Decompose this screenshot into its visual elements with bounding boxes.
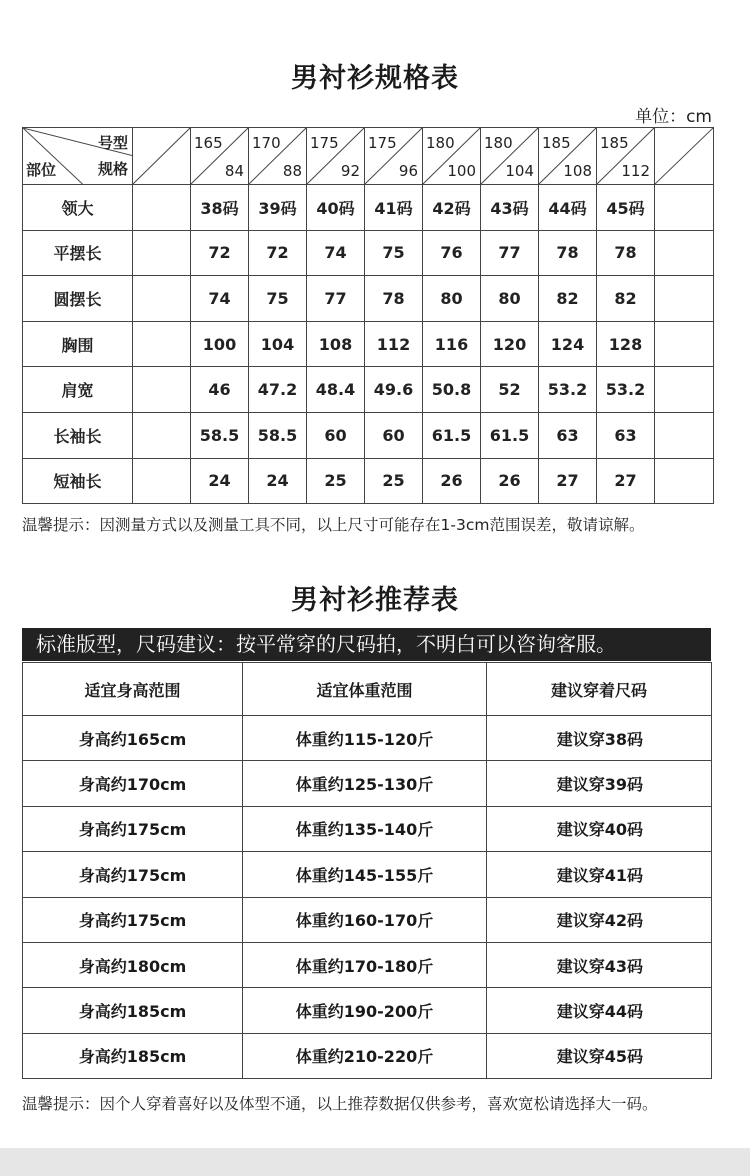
- size-header-cell: [481, 128, 539, 185]
- spec-cell: 116: [423, 321, 481, 367]
- size-height: 180: [426, 134, 455, 152]
- spec-cell: 82: [539, 276, 597, 322]
- spec-cell: 39码: [249, 185, 307, 231]
- recommend-table: [22, 662, 712, 1079]
- spec-cell: 47.2: [249, 367, 307, 413]
- spec-cell: 27: [539, 458, 597, 504]
- spec-row: [23, 367, 714, 413]
- size-chest: 112: [621, 162, 650, 180]
- spec-cell: 61.5: [423, 412, 481, 458]
- spec-cell: 25: [365, 458, 423, 504]
- size-chest: 104: [505, 162, 534, 180]
- row-label: 领大: [23, 185, 133, 231]
- corner-label-spec: 规格: [97, 160, 128, 178]
- size-header-cell: [597, 128, 655, 185]
- spec-row: [23, 412, 714, 458]
- unit-label: 单位：cm: [635, 107, 712, 127]
- weight-cell: 体重约125-130斤: [243, 761, 487, 806]
- spec-cell: 27: [597, 458, 655, 504]
- height-cell: 身高约180cm: [23, 942, 243, 987]
- spec-cell: 80: [481, 276, 539, 322]
- size-header-cell: [423, 128, 481, 185]
- recommend-row: [23, 1033, 712, 1078]
- height-cell: 身高约170cm: [23, 761, 243, 806]
- corner-label-model: 号型: [97, 134, 128, 152]
- recommend-header-row: [23, 663, 712, 716]
- size-cell: 建议穿40码: [487, 806, 712, 851]
- size-chest: 100: [447, 162, 476, 180]
- weight-cell: 体重约210-220斤: [243, 1033, 487, 1078]
- spec-cell: 24: [191, 458, 249, 504]
- spec-cell: 24: [249, 458, 307, 504]
- spec-cell: 124: [539, 321, 597, 367]
- spec-cell: 72: [249, 230, 307, 276]
- weight-cell: 体重约135-140斤: [243, 806, 487, 851]
- size-height: 175: [310, 134, 339, 152]
- spec-cell: 104: [249, 321, 307, 367]
- recommend-row: [23, 852, 712, 897]
- spec-cell: 78: [597, 230, 655, 276]
- spec-cell: 74: [307, 230, 365, 276]
- spec-cell: 112: [365, 321, 423, 367]
- recommend-row: [23, 761, 712, 806]
- spec-header-row: [23, 128, 714, 185]
- spec-cell: 26: [423, 458, 481, 504]
- spec-empty-cell: [655, 128, 714, 185]
- size-cell: 建议穿39码: [487, 761, 712, 806]
- spec-cell: 43码: [481, 185, 539, 231]
- row-label: 长袖长: [23, 412, 133, 458]
- spec-cell: 61.5: [481, 412, 539, 458]
- size-height: 175: [368, 134, 397, 152]
- spec-cell: 77: [481, 230, 539, 276]
- size-chest: 84: [224, 162, 244, 180]
- spec-cell: 80: [423, 276, 481, 322]
- spec-cell: 46: [191, 367, 249, 413]
- size-height: 180: [484, 134, 513, 152]
- weight-cell: 体重约115-120斤: [243, 716, 487, 761]
- size-cell: 建议穿42码: [487, 897, 712, 942]
- size-header-cell: [365, 128, 423, 185]
- spec-cell: 49.6: [365, 367, 423, 413]
- spec-cell: 45码: [597, 185, 655, 231]
- spec-cell: 52: [481, 367, 539, 413]
- spec-empty-cell: [655, 321, 714, 367]
- spec-empty-cell: [133, 412, 191, 458]
- spec-empty-cell: [133, 185, 191, 231]
- height-cell: 身高约185cm: [23, 1033, 243, 1078]
- spec-cell: 63: [539, 412, 597, 458]
- size-header-cell: [249, 128, 307, 185]
- spec-cell: 78: [539, 230, 597, 276]
- weight-cell: 体重约190-200斤: [243, 988, 487, 1033]
- spec-row: [23, 458, 714, 504]
- height-cell: 身高约175cm: [23, 897, 243, 942]
- size-cell: 建议穿38码: [487, 716, 712, 761]
- size-chest: 96: [398, 162, 418, 180]
- spec-empty-cell: [133, 321, 191, 367]
- spec-row: [23, 230, 714, 276]
- spec-empty-cell: [655, 230, 714, 276]
- size-height: 170: [252, 134, 281, 152]
- row-label: 肩宽: [23, 367, 133, 413]
- recommend-table-title: 男衬衫推荐表: [291, 585, 459, 616]
- recommend-row: [23, 806, 712, 851]
- size-cell: 建议穿41码: [487, 852, 712, 897]
- spec-cell: 60: [365, 412, 423, 458]
- size-header-cell: [307, 128, 365, 185]
- spec-empty-cell: [655, 367, 714, 413]
- spec-cell: 63: [597, 412, 655, 458]
- spec-cell: 58.5: [191, 412, 249, 458]
- weight-cell: 体重约170-180斤: [243, 942, 487, 987]
- size-height: 165: [194, 134, 223, 152]
- size-chest: 108: [563, 162, 592, 180]
- recommend-row: [23, 988, 712, 1033]
- spec-cell: 60: [307, 412, 365, 458]
- recommend-row: [23, 897, 712, 942]
- spec-empty-cell: [133, 230, 191, 276]
- height-cell: 身高约185cm: [23, 988, 243, 1033]
- size-header-cell: [539, 128, 597, 185]
- spec-row: [23, 185, 714, 231]
- spec-empty-cell: [655, 185, 714, 231]
- spec-cell: 41码: [365, 185, 423, 231]
- spec-cell: 53.2: [539, 367, 597, 413]
- spec-cell: 128: [597, 321, 655, 367]
- size-height: 185: [600, 134, 629, 152]
- spec-corner-cell: [23, 128, 133, 185]
- spec-cell: 38码: [191, 185, 249, 231]
- spec-cell: 120: [481, 321, 539, 367]
- spec-cell: 77: [307, 276, 365, 322]
- spec-cell: 74: [191, 276, 249, 322]
- spec-cell: 53.2: [597, 367, 655, 413]
- height-cell: 身高约175cm: [23, 852, 243, 897]
- size-header-cell: [191, 128, 249, 185]
- size-chest: 88: [282, 162, 302, 180]
- spec-cell: 108: [307, 321, 365, 367]
- size-chest: 92: [340, 162, 360, 180]
- spec-cell: 75: [365, 230, 423, 276]
- spec-cell: 44码: [539, 185, 597, 231]
- spec-empty-cell: [655, 276, 714, 322]
- recommend-row: [23, 716, 712, 761]
- spec-cell: 76: [423, 230, 481, 276]
- spec-table: [22, 127, 714, 504]
- spec-cell: 25: [307, 458, 365, 504]
- spec-cell: 75: [249, 276, 307, 322]
- spec-empty-cell: [133, 276, 191, 322]
- row-label: 圆摆长: [23, 276, 133, 322]
- corner-label-part: 部位: [26, 161, 57, 179]
- spec-cell: 72: [191, 230, 249, 276]
- row-label: 短袖长: [23, 458, 133, 504]
- height-cell: 身高约165cm: [23, 716, 243, 761]
- footer-band: [0, 1148, 750, 1176]
- header-suggested-size: 建议穿着尺码: [487, 663, 712, 716]
- spec-empty-cell: [133, 367, 191, 413]
- size-cell: 建议穿44码: [487, 988, 712, 1033]
- weight-cell: 体重约160-170斤: [243, 897, 487, 942]
- row-label: 胸围: [23, 321, 133, 367]
- size-cell: 建议穿43码: [487, 942, 712, 987]
- spec-cell: 48.4: [307, 367, 365, 413]
- spec-note: 温馨提示：因测量方式以及测量工具不同，以上尺寸可能存在1-3cm范围误差，敬请谅解。: [22, 516, 645, 534]
- size-cell: 建议穿45码: [487, 1033, 712, 1078]
- weight-cell: 体重约145-155斤: [243, 852, 487, 897]
- spec-empty-cell: [133, 458, 191, 504]
- spec-cell: 26: [481, 458, 539, 504]
- recommend-banner: 标准版型，尺码建议：按平常穿的尺码拍，不明白可以咨询客服。: [22, 628, 711, 661]
- spec-cell: 100: [191, 321, 249, 367]
- size-height: 185: [542, 134, 571, 152]
- spec-empty-cell: [655, 458, 714, 504]
- spec-cell: 58.5: [249, 412, 307, 458]
- header-height-range: 适宜身高范围: [23, 663, 243, 716]
- spec-cell: 82: [597, 276, 655, 322]
- spec-cell: 40码: [307, 185, 365, 231]
- spec-row: [23, 276, 714, 322]
- header-weight-range: 适宜体重范围: [243, 663, 487, 716]
- spec-row: [23, 321, 714, 367]
- spec-table-title: 男衬衫规格表: [291, 63, 459, 94]
- row-label: 平摆长: [23, 230, 133, 276]
- height-cell: 身高约175cm: [23, 806, 243, 851]
- recommend-row: [23, 942, 712, 987]
- spec-cell: 42码: [423, 185, 481, 231]
- spec-cell: 78: [365, 276, 423, 322]
- spec-empty-cell: [655, 412, 714, 458]
- spec-cell: 50.8: [423, 367, 481, 413]
- recommend-note: 温馨提示：因个人穿着喜好以及体型不通，以上推荐数据仅供参考，喜欢宽松请选择大一码。: [22, 1095, 658, 1113]
- spec-empty-cell: [133, 128, 191, 185]
